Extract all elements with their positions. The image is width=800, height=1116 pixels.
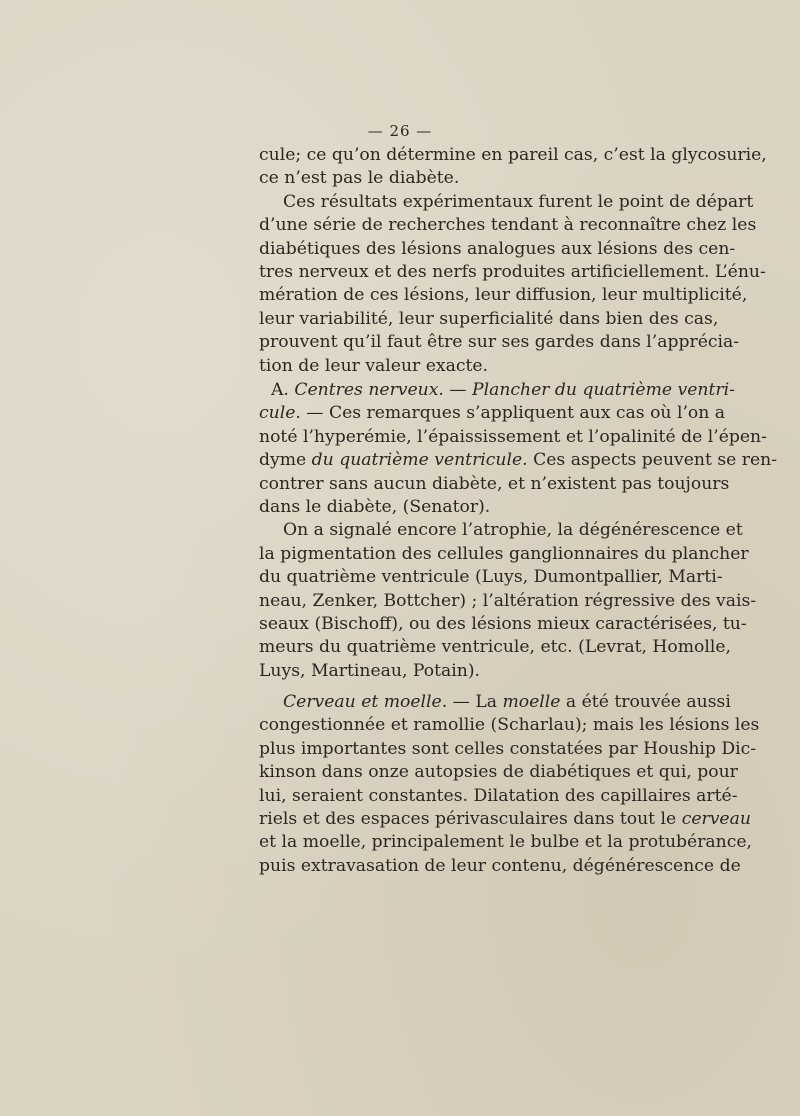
text-line: prouvent qu’il faut être sur ses gardes dans l’apprécia-	[259, 332, 740, 353]
text-line: kinson dans onze autopsies de diabétiques et qui, pour	[259, 762, 738, 783]
text-line: Luys, Martineau, Potain).	[259, 660, 480, 681]
text-line: mération de ces lésions, leur diffusion, leur multiplicité,	[259, 285, 748, 306]
page-number: — 26 —	[367, 122, 433, 140]
text-span: dyme	[259, 450, 312, 471]
text-line: neau, Zenker, Bottcher) ; l’altération régressive des vais-	[259, 590, 757, 611]
section-cerveau-moelle	[259, 691, 760, 878]
italic-term: cerveau	[681, 809, 751, 830]
section-heading: Centres nerveux. — Plancher du quatrième ventri-	[294, 380, 735, 400]
text-line: la pigmentation des cellules ganglionnaires du plancher	[259, 543, 749, 564]
text-line: tres nerveux et des nerfs produites artificiellement. L’énu-	[259, 262, 766, 283]
text-span: a été trouvée aussi	[560, 692, 731, 712]
text-line: leur variabilité, leur superficialité dans bien des cas,	[259, 308, 719, 329]
text-line: contrer sans aucun diabète, et n’existent pas toujours	[259, 473, 730, 494]
text-line: puis extravasation de leur contenu, dégénérescence de	[259, 855, 741, 876]
text-line: lui, seraient constantes. Dilatation des capillaires arté-	[259, 785, 738, 806]
text-line: et la moelle, principalement le bulbe et la protubérance,	[259, 832, 752, 853]
text-line: tion de leur valeur exacte.	[259, 355, 488, 376]
section-heading: Cerveau et moelle.	[283, 692, 448, 712]
text-line	[259, 808, 751, 831]
text-span: — La	[447, 692, 503, 712]
text-span: — Ces remarques s’appliquent aux cas où l’on a	[300, 403, 726, 424]
text-line	[259, 449, 778, 472]
text-line: diabétiques des lésions analogues aux lésions des cen-	[259, 238, 736, 259]
text-line: d’une série de recherches tendant à reconnaître chez les	[259, 215, 757, 236]
section-heading-line	[259, 691, 731, 714]
text-line	[259, 402, 726, 425]
text-line: meurs du quatrième ventricule, etc. (Levrat, Homolle,	[259, 637, 732, 658]
text-span: Ces aspects peuvent se ren-	[527, 450, 778, 471]
text-line: Ces résultats expérimentaux furent le point de départ	[283, 191, 754, 212]
text-line: On a signalé encore l’atrophie, la dégénérescence et	[283, 520, 743, 541]
text-line: cule; ce qu’on détermine en pareil cas, c’est la glycosurie,	[259, 145, 767, 165]
text-line: du quatrième ventricule (Luys, Dumontpallier, Marti-	[259, 567, 723, 588]
text-line: congestionnée et ramollie (Scharlau); mais les lésions les	[259, 715, 760, 736]
paragraph-intro	[259, 144, 767, 378]
text-line: plus importantes sont celles constatées par Houship Dic-	[259, 738, 757, 759]
text-line: dans le diabète, (Senator).	[259, 497, 491, 518]
italic-term: du quatrième ventricule.	[311, 450, 528, 471]
italic-term: moelle	[502, 692, 561, 712]
section-letter: A.	[271, 380, 289, 400]
text-line: seaux (Bischoff), ou des lésions mieux caractérisées, tu-	[259, 614, 747, 635]
text-line: noté l’hyperémie, l’épaississement et l’opalinité de l’épen-	[259, 426, 767, 447]
text-span: riels et des espaces périvasculaires dans tout le	[259, 809, 682, 830]
text-line: ce n’est pas le diabète.	[259, 168, 460, 189]
section-centres-nerveux	[259, 379, 778, 683]
section-heading-cont: cule.	[259, 403, 301, 424]
section-heading-line	[259, 379, 735, 402]
